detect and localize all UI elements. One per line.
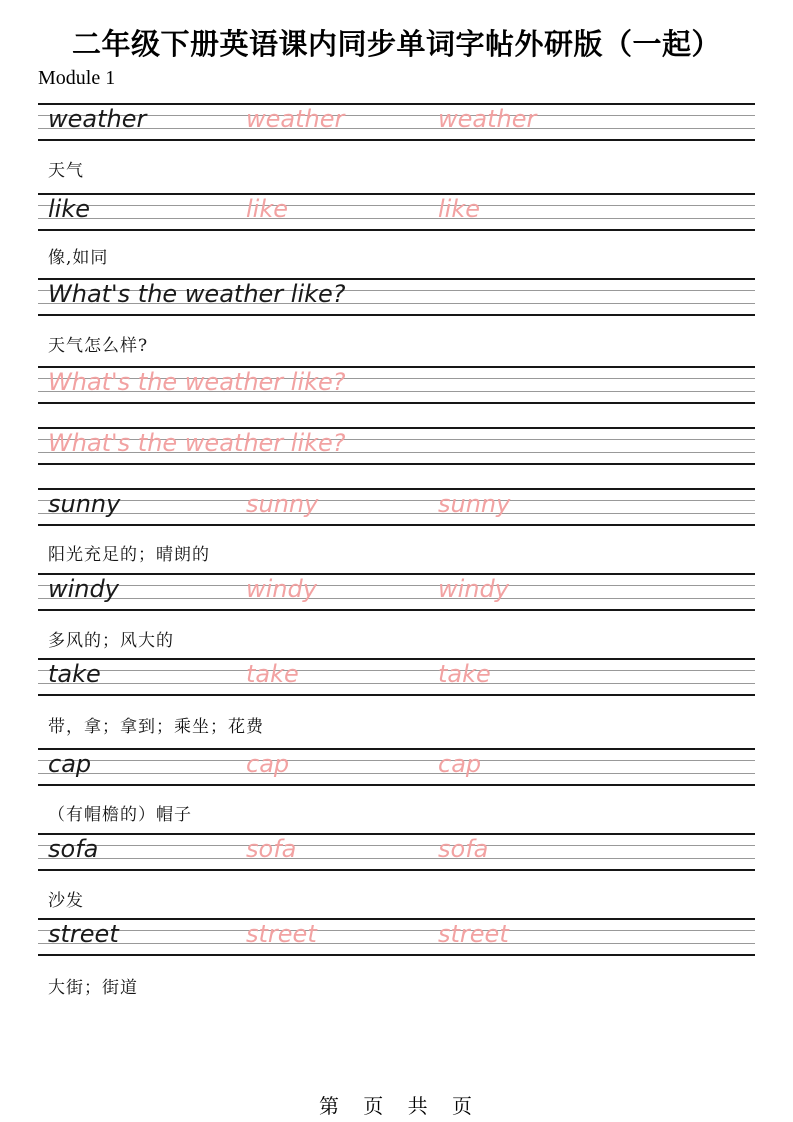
guide-line-bottom	[38, 139, 755, 141]
practice-block-weather	[38, 103, 755, 141]
guide-line-middle	[38, 513, 755, 514]
practice-block-sentence-trace	[38, 427, 755, 465]
meaning-text: 天气	[48, 161, 84, 181]
meaning-text: 阳光充足的；晴朗的	[48, 545, 210, 565]
guide-line-middle	[38, 773, 755, 774]
guide-line-top	[38, 748, 755, 750]
practice-trace: like	[438, 195, 480, 223]
practice-trace: like	[246, 195, 288, 223]
practice-trace: cap	[438, 750, 482, 778]
practice-word: sunny	[48, 490, 121, 518]
meaning-text: 像,如同	[48, 248, 109, 268]
practice-trace: windy	[246, 575, 317, 603]
meaning-text: 带，拿；拿到；乘坐；花费	[48, 717, 264, 737]
guide-line-bottom	[38, 314, 755, 316]
practice-block-windy	[38, 573, 755, 611]
practice-block-street	[38, 918, 755, 956]
guide-line-bottom	[38, 229, 755, 231]
meaning-text: 天气怎么样?	[48, 336, 149, 356]
practice-word: sofa	[48, 835, 99, 863]
guide-line-bottom	[38, 402, 755, 404]
guide-line-bottom	[38, 784, 755, 786]
practice-block-sofa	[38, 833, 755, 871]
practice-word: weather	[48, 105, 147, 133]
guide-line-middle	[38, 858, 755, 859]
practice-trace: cap	[246, 750, 290, 778]
practice-trace: sofa	[246, 835, 297, 863]
practice-trace: take	[246, 660, 299, 688]
guide-line-top	[38, 658, 755, 660]
guide-line-bottom	[38, 609, 755, 611]
practice-word: take	[48, 660, 101, 688]
practice-block-sentence	[38, 278, 755, 316]
meaning-text: 多风的；风大的	[48, 631, 174, 651]
meaning-text: 沙发	[48, 891, 84, 911]
page-footer: 第 页 共 页	[318, 1094, 475, 1118]
practice-sentence: What's the weather like?	[48, 280, 346, 308]
practice-trace: windy	[438, 575, 509, 603]
practice-trace: street	[246, 920, 317, 948]
practice-trace: take	[438, 660, 491, 688]
practice-block-sentence-trace	[38, 366, 755, 404]
guide-line-middle	[38, 670, 755, 671]
guide-line-top	[38, 193, 755, 195]
guide-line-bottom	[38, 463, 755, 465]
guide-line-middle	[38, 218, 755, 219]
practice-word: like	[48, 195, 90, 223]
guide-line-bottom	[38, 694, 755, 696]
practice-trace: sofa	[438, 835, 489, 863]
practice-word: street	[48, 920, 119, 948]
module-label: Module 1	[38, 67, 116, 89]
guide-line-bottom	[38, 869, 755, 871]
practice-trace: weather	[438, 105, 537, 133]
practice-block-sunny	[38, 488, 755, 526]
guide-line-middle	[38, 683, 755, 684]
guide-line-top	[38, 488, 755, 490]
practice-block-take	[38, 658, 755, 696]
practice-block-like	[38, 193, 755, 231]
guide-line-bottom	[38, 954, 755, 956]
page-title: 二年级下册英语课内同步单词字帖外研版（一起）	[71, 27, 721, 61]
practice-trace: sunny	[246, 490, 319, 518]
practice-trace-sentence: What's the weather like?	[48, 429, 346, 457]
practice-word: windy	[48, 575, 119, 603]
guide-line-middle	[38, 845, 755, 846]
guide-line-middle	[38, 760, 755, 761]
guide-line-middle	[38, 930, 755, 931]
guide-line-bottom	[38, 524, 755, 526]
practice-block-cap	[38, 748, 755, 786]
guide-line-middle	[38, 205, 755, 206]
practice-word: cap	[48, 750, 92, 778]
practice-trace: sunny	[438, 490, 511, 518]
guide-line-middle	[38, 598, 755, 599]
practice-trace: weather	[246, 105, 345, 133]
practice-trace-sentence: What's the weather like?	[48, 368, 346, 396]
meaning-text: （有帽檐的）帽子	[48, 805, 192, 825]
practice-trace: street	[438, 920, 509, 948]
guide-line-middle	[38, 585, 755, 586]
guide-line-top	[38, 918, 755, 920]
guide-line-middle	[38, 943, 755, 944]
guide-line-top	[38, 573, 755, 575]
guide-line-top	[38, 833, 755, 835]
guide-line-middle	[38, 500, 755, 501]
meaning-text: 大街；街道	[48, 978, 138, 998]
